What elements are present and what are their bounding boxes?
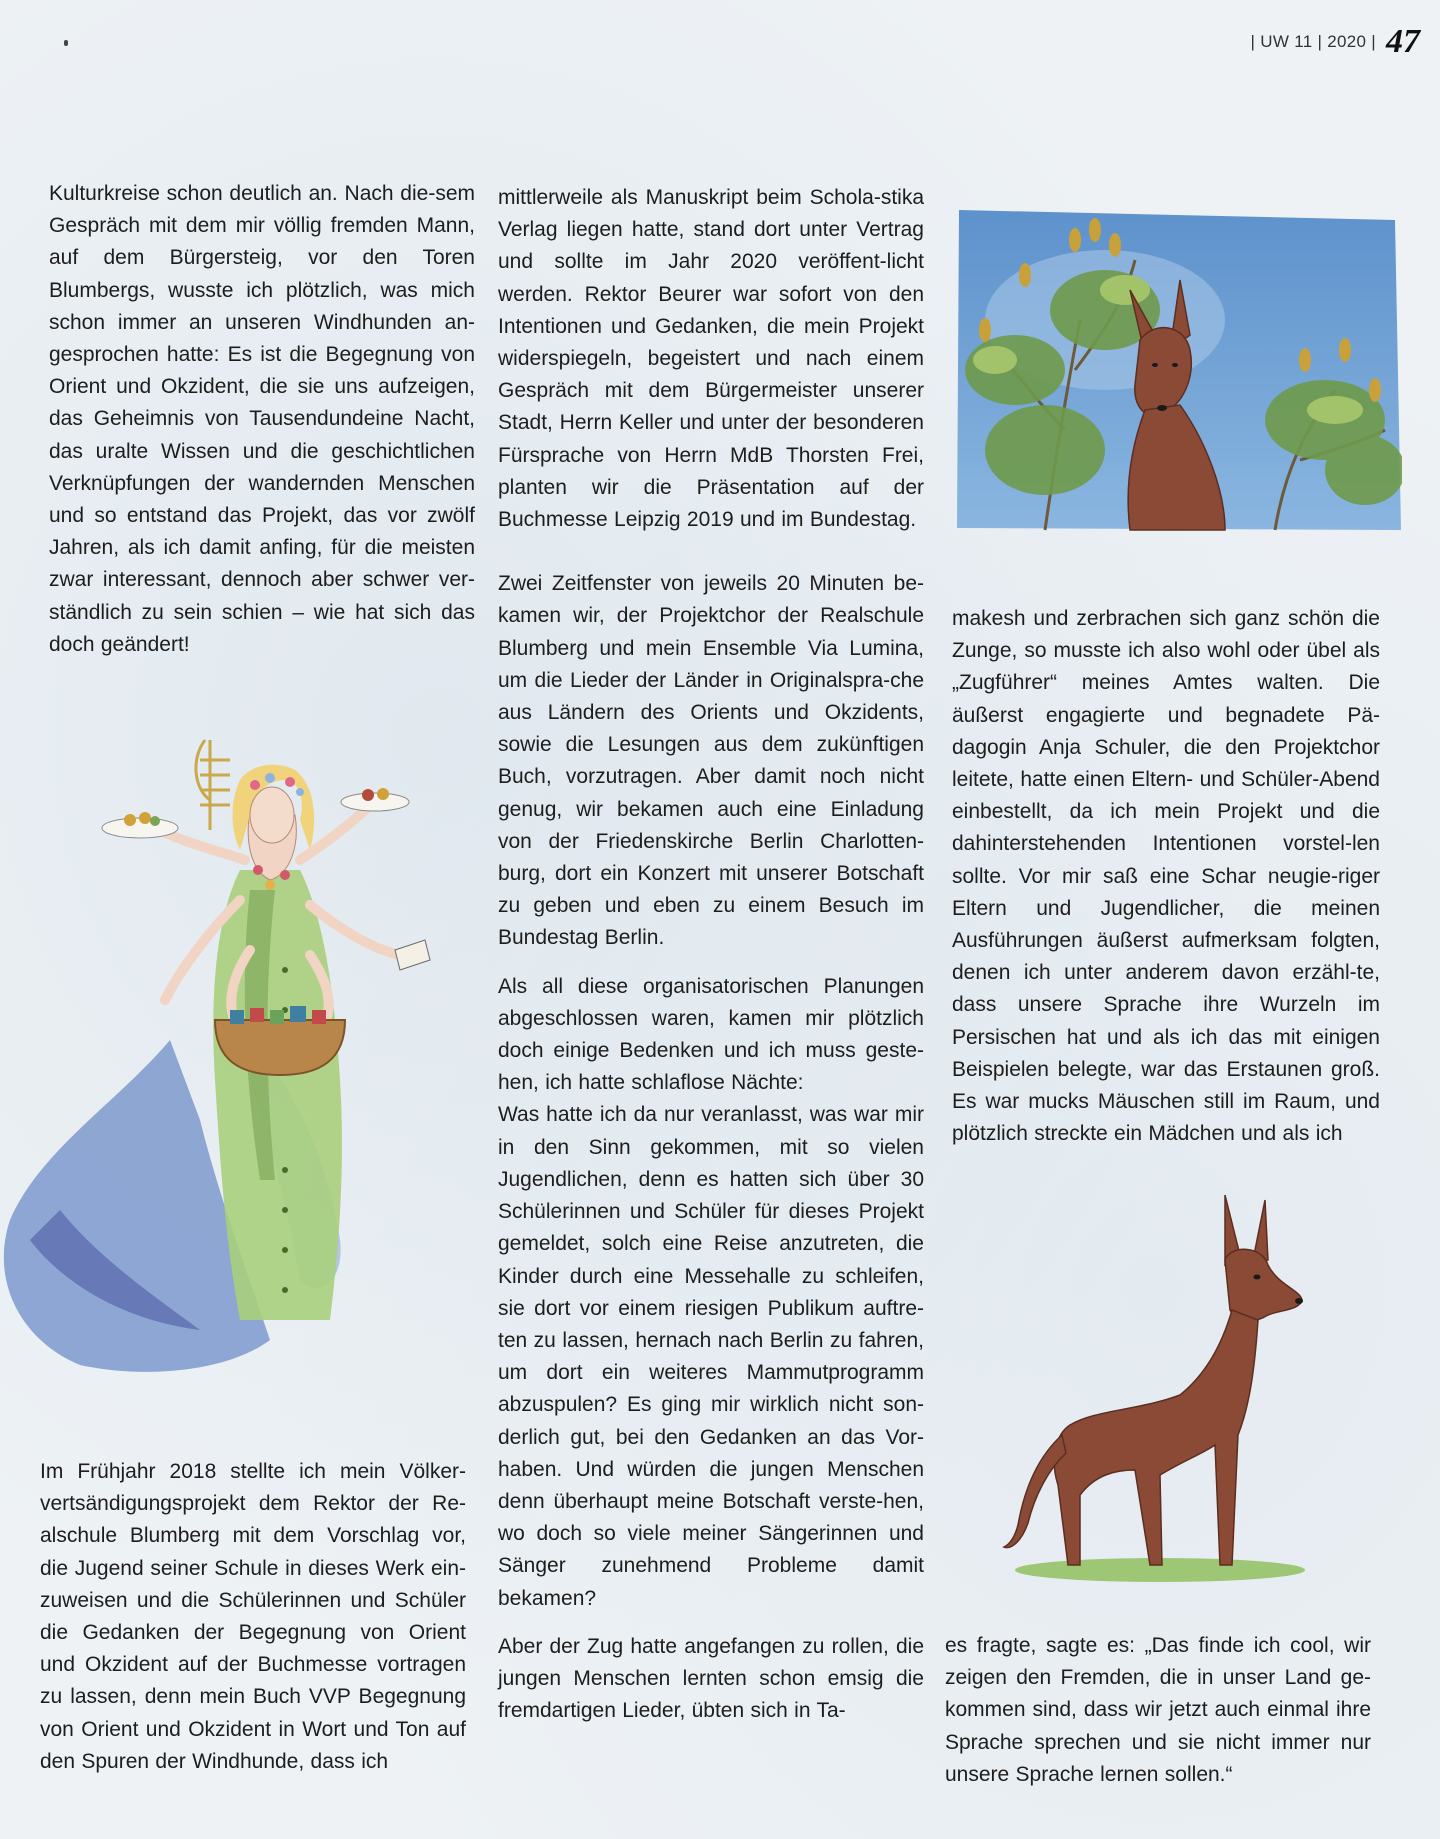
standing-dog-icon bbox=[1000, 1185, 1330, 1585]
paragraph: makesh und zerbrachen sich ganz schön die Zunge, so musste ich also wohl oder übel als „Zugführer“ meines Amtes walten. Die äußerst engagierte und begnadete Pä-dagogin Anja Schuler, die den Projektchor leitete, hatte einen Eltern- und Schüler-Abend einbestellt, da ich mein Projekt und die dahinterstehenden Intentionen vorstel-len sollte. Vor mir saß eine Schar neugie-riger Eltern und Jugendlicher, die meinen Ausführungen äußerst aufmerksam folgten, denen ich unter anderem davon erzähl-te, dass unsere Sprache ihre Wurzeln im Persischen hat und als ich das mit einigen Beispielen belegte, war das Erstaunen groß. Es war mucks Mäuschen still im Raum, und plötzlich streckte ein Mädchen und als ich bbox=[952, 607, 1380, 1146]
column-1-bottom bbox=[40, 1456, 466, 1778]
paragraph: Im Frühjahr 2018 stellte ich mein Völker-vertsändigungsprojekt dem Rektor der Re-alschule Blumberg mit dem Vorschlag vor, die Jugend seiner Schule in dieses Werk ein-zuweisen und die Schülerinnen und Schüler die Gedanken der Begegnung von Orient und Okzident auf der Buchmesse vortragen zu lassen, denn mein Buch VVP Begegnung von Orient und Okzident in Wort und Ton auf den Spuren der Windhunde, dass ich bbox=[40, 1460, 466, 1773]
page-number: 47 bbox=[1386, 23, 1420, 60]
print-speck bbox=[64, 40, 68, 46]
paragraph: Zwei Zeitfenster von jeweils 20 Minuten be-kamen wir, der Projektchor der Realschule Blumberg und mein Ensemble Via Lumina, um die Lieder der Länder in Originalspra-che aus Ländern des Orients und Okzidents, sowie die Lesungen aus dem zukünftigen Buch, vorzutragen. Aber damit noch nicht genug, wir bekamen auch eine Einladung von der Friedenskirche Berlin Charlotten-burg, dort ein Konzert mit unserer Botschaft zu geben und eben zu einem Besuch im Bundestag Berlin. bbox=[498, 572, 924, 950]
paragraph: Was hatte ich da nur veranlasst, was war mir in den Sinn gekommen, mit so vielen Jugendlichen, denn es hatten sich über 30 Schülerinnen und Schüler für dieses Projekt gemeldet, solch eine Reise anzutreten, die Kinder durch eine Messehalle zu schleifen, sie dort vor einem riesigen Publikum auftre-ten zu lassen, hernach nach Berlin zu fahren, um dort ein weiteres Mammutprogramm abzuspulen? Es ging mir wirklich nicht son-derlich gut, bei den Gedanken an das Vor-haben. Und würden die jungen Menschen denn überhaupt meine Botschaft verste-hen, wo doch so viele meiner Sängerinnen und Sänger zunehmend Probleme damit bekamen? bbox=[498, 1103, 924, 1610]
column-3-bottom bbox=[945, 1630, 1371, 1791]
paragraph: Kulturkreise schon deutlich an. Nach die-sem Gespräch mit dem mir völlig fremden Mann, auf dem Bürgersteig, vor den Toren Blumbergs, wusste ich plötzlich, was mich schon immer an unseren Windhunden an-gesprochen hatte: Es ist die Begegnung von Orient und Okzident, die sie uns aufzeigen, das Geheimnis von Tausendundeine Nacht, das uralte Wissen und die geschichtlichen Verknüpfungen der wandernden Menschen und so entstand das Projekt, das vor zwölf Jahren, als ich damit anfing, für die meisten zwar interessant, dennoch aber schwer ver-ständlich zu sein schien – wie hat sich das doch geändert! bbox=[49, 182, 475, 656]
paragraph: es fragte, sagte es: „Das finde ich cool, wir zeigen den Fremden, die in unser Land ge-kommen sind, dass wir jetzt auch einmal ihre Sprache sprechen und sie nicht immer nur unsere Sprache lernen sollen.“ bbox=[945, 1634, 1371, 1786]
dog-with-blue-sky-icon bbox=[955, 200, 1402, 535]
column-3-top bbox=[952, 603, 1380, 1150]
column-2 bbox=[498, 182, 924, 1727]
page-header bbox=[1180, 22, 1420, 62]
multi-armed-woman-with-harp-icon bbox=[0, 720, 480, 1380]
paragraph: Aber der Zug hatte angefangen zu rollen, die jungen Menschen lernten schon emsig die fremdartigen Lieder, übten sich in Ta- bbox=[498, 1634, 924, 1723]
column-1-top bbox=[49, 178, 475, 661]
paragraph: Als all diese organisatorischen Planungen abgeschlossen waren, kamen mir plötzlich doch einige Bedenken und ich muss geste-hen, ich hatte schlaflose Nächte: bbox=[498, 974, 924, 1095]
issue-label: | UW 11 | 2020 | bbox=[1250, 32, 1376, 51]
paragraph: mittlerweile als Manuskript beim Schola-stika Verlag liegen hatte, stand dort unter Vertrag und sollte im Jahr 2020 veröffent-licht werden. Rektor Beurer war sofort von den Intentionen und Gedanken, die mein Projekt widerspiegeln, begeistert und nach einem Gespräch mit dem Bürgermeister unserer Stadt, Herrn Keller und unter der besonderen Fürsprache von Herrn MdB Thorsten Frei, planten wir die Präsentation auf der Buchmesse Leipzig 2019 und im Bundestag. bbox=[498, 186, 924, 532]
